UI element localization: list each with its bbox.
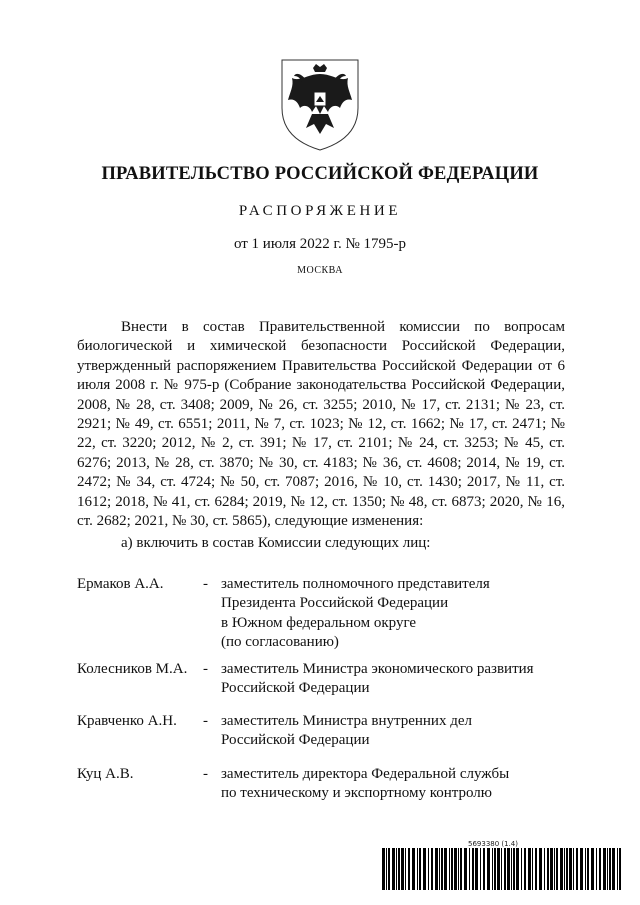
member-position: заместитель Министра внутренних дел Российской Федерации <box>221 713 472 749</box>
member-dash: - <box>203 576 208 592</box>
coat-of-arms-icon <box>278 56 362 152</box>
document-city: МОСКВА <box>297 265 343 276</box>
barcode-icon <box>382 848 622 890</box>
member-position: заместитель полномочного представителя Президента Российской Федерации в Южном федеральном округе (по согласованию) <box>221 576 490 651</box>
member-dash: - <box>203 766 208 782</box>
member-name: Ермаков А.А. <box>77 576 164 592</box>
member-position: заместитель Министра экономического развития Российской Федерации <box>221 661 534 697</box>
main-paragraph: Внести в состав Правительственной комиссии по вопросам биологической и химической безопасности Российской Федерации, утвержденный распоряжением Правительства Российской Федерации от 6 июля 2008 г. № 975-р (Собрание законодательства Российской Федерации, 2008, № 28, ст. 3408; 2009, № 26, ст. 3255; 2010, № 17, ст. 2131; № 23, ст. 2921; № 49, ст. 6551; 2011, № 7, ст. 1023; № 12, ст. 1662; № 17, ст. 2471; № 22, ст. 3220; 2012, № 2, ст. 391; № 17, ст. 2101; № 24, ст. 3253; № 45, ст. 6276; 2013, № 28, ст. 3870; № 30, ст. 4183; № 36, ст. 4608; 2014, № 19, ст. 2472; № 34, ст. 4724; № 50, ст. 7087; 2016, № 10, ст. 1430; 2017, № 11, ст. 1612; 2018, № 41, ст. 6284; 2019, № 12, ст. 1350; № 48, ст. 6873; 2020, № 16, ст. 2682; 2021, № 30, ст. 5865), следующие изменения: <box>77 319 565 530</box>
item-a: а) включить в состав Комиссии следующих лиц: <box>121 535 431 551</box>
government-title: ПРАВИТЕЛЬСТВО РОССИЙСКОЙ ФЕДЕРАЦИИ <box>101 164 539 184</box>
member-name: Колесников М.А. <box>77 661 188 677</box>
document-type: РАСПОРЯЖЕНИЕ <box>238 203 402 219</box>
document-date-number: от 1 июля 2022 г. № 1795-р <box>233 236 407 252</box>
member-name: Куц А.В. <box>77 766 134 782</box>
member-dash: - <box>203 661 208 677</box>
member-dash: - <box>203 713 208 729</box>
member-position: заместитель директора Федеральной службы по техническому и экспортному контролю <box>221 766 510 802</box>
barcode-number: 5693380 (1.4) <box>468 840 518 848</box>
member-name: Кравченко А.Н. <box>77 713 177 729</box>
